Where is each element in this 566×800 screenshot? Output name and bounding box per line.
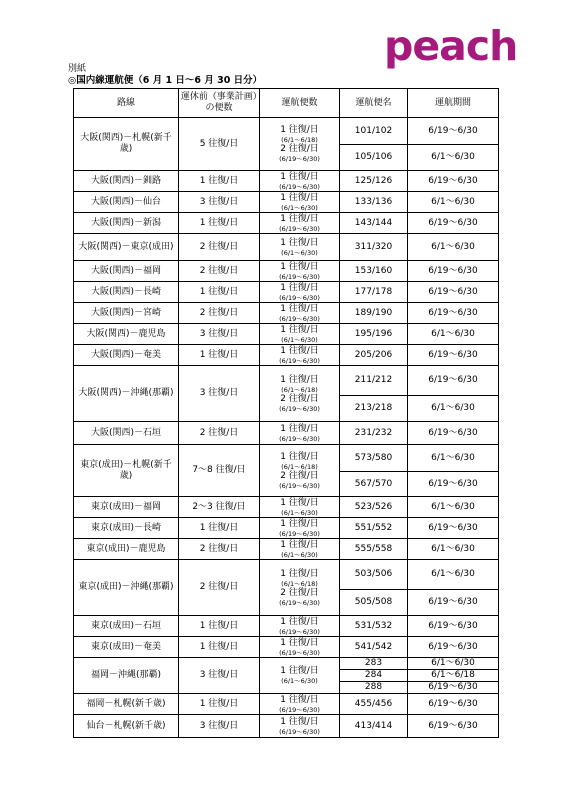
period-cell: 6/1～6/30 [408, 324, 499, 345]
period-cell: 6/1～6/30 [408, 497, 499, 518]
flight-number-cell: 567/570 [340, 472, 408, 497]
ops-date-range: (6/1～6/18) [281, 579, 318, 588]
ops-cell [260, 324, 340, 345]
ops-count: 1 往復/日 [280, 616, 319, 627]
ops-cell [260, 694, 340, 715]
plan-cell: 1 往復/日 [179, 637, 260, 658]
ops-count: 1 往復/日 [280, 568, 319, 579]
flight-number-cell: 133/136 [340, 192, 408, 213]
period-cell: 6/19～6/30 [408, 616, 499, 637]
header-period: 運航期間 [408, 89, 499, 118]
table-row [74, 518, 499, 539]
plan-cell: 2 往復/日 [179, 234, 260, 261]
ops-date-range: (6/1～6/30) [281, 335, 318, 344]
ops-count: 1 往復/日 [280, 423, 319, 434]
ops-cell [260, 422, 340, 445]
ops-date-range: (6/19～6/30) [279, 705, 320, 714]
ops-cell [260, 234, 340, 261]
ops-count: 1 往復/日 [280, 497, 319, 508]
route-cell: 東京(成田)－長崎 [74, 518, 179, 539]
ops-cell [260, 303, 340, 324]
ops-cell [260, 213, 340, 234]
period-cell: 6/1～6/30 [408, 658, 499, 670]
plan-cell: 2 往復/日 [179, 422, 260, 445]
plan-cell: 3 往復/日 [179, 366, 260, 422]
plan-cell: 2 往復/日 [179, 560, 260, 616]
flight-number-cell: 153/160 [340, 261, 408, 282]
ops-date-range: (6/1～6/30) [281, 550, 318, 559]
ops-date-range: (6/1～6/18) [281, 136, 318, 144]
table-body [74, 118, 499, 738]
route-cell: 仙台－札幌(新千歳) [74, 715, 179, 738]
ops-cell [260, 192, 340, 213]
flight-number-cell: 213/218 [340, 396, 408, 422]
ops-date-range: (6/19～6/30) [279, 224, 320, 233]
period-cell: 6/1～6/30 [408, 539, 499, 560]
section-title: ◎国内線運航便（6 月 1 日～6 月 30 日分） [68, 75, 263, 86]
flight-number-cell: 541/542 [340, 637, 408, 658]
route-cell: 福岡－札幌(新千歳) [74, 694, 179, 715]
table-row [74, 192, 499, 213]
plan-cell: 1 往復/日 [179, 694, 260, 715]
period-cell: 6/19～6/30 [408, 345, 499, 366]
period-cell: 6/1～6/30 [408, 560, 499, 590]
period-cell: 6/19～6/30 [408, 303, 499, 324]
ops-cell [260, 261, 340, 282]
period-cell: 6/19～6/30 [408, 366, 499, 396]
ops-cell [260, 366, 340, 422]
plan-cell: 1 往復/日 [179, 518, 260, 539]
ops-count: 1 往復/日 [280, 518, 319, 529]
period-cell: 6/19～6/30 [408, 282, 499, 303]
table-row [74, 118, 499, 145]
table-row [74, 715, 499, 738]
route-cell: 大阪(関西)－宮崎 [74, 303, 179, 324]
flight-number-cell: 555/558 [340, 539, 408, 560]
ops-count: 1 往復/日 [280, 539, 319, 550]
period-cell: 6/1～6/30 [408, 396, 499, 422]
plan-cell: 3 往復/日 [179, 658, 260, 694]
route-cell: 大阪(関西)－東京(成田) [74, 234, 179, 261]
flight-number-cell: 195/196 [340, 324, 408, 345]
header-plan: 運休前（事業計画）の便数 [179, 89, 260, 118]
period-cell: 6/19～6/30 [408, 637, 499, 658]
ops-count: 1 往復/日 [280, 282, 319, 293]
period-cell: 6/1～6/30 [408, 192, 499, 213]
ops-count: 1 往復/日 [280, 237, 319, 248]
table-row [74, 213, 499, 234]
flight-number-cell: 531/532 [340, 616, 408, 637]
ops-date-range: (6/19～6/30) [279, 356, 320, 365]
header-ops: 運航便数 [260, 89, 340, 118]
ops-cell [260, 497, 340, 518]
route-cell: 東京(成田)－石垣 [74, 616, 179, 637]
flight-number-cell: 143/144 [340, 213, 408, 234]
header-route: 路線 [74, 89, 179, 118]
flight-number-cell: 231/232 [340, 422, 408, 445]
route-cell: 大阪(関西)－福岡 [74, 261, 179, 282]
period-cell: 6/19～6/30 [408, 261, 499, 282]
ops-cell [260, 445, 340, 497]
ops-count: 1 往復/日 [280, 213, 319, 224]
plan-cell: 1 往復/日 [179, 345, 260, 366]
ops-cell [260, 616, 340, 637]
table-row [74, 345, 499, 366]
flight-number-cell: 101/102 [340, 118, 408, 145]
ops-count: 1 往復/日 [280, 694, 319, 705]
header-flight: 運航便名 [340, 89, 408, 118]
plan-cell: 2～3 往復/日 [179, 497, 260, 518]
ops-date-range: (6/19～6/30) [279, 727, 320, 736]
period-cell: 6/19～6/30 [408, 590, 499, 616]
table-row [74, 234, 499, 261]
route-cell: 東京(成田)－奄美 [74, 637, 179, 658]
route-cell: 大阪(関西)－石垣 [74, 422, 179, 445]
attachment-label: 別紙 [68, 64, 87, 74]
plan-cell: 3 往復/日 [179, 715, 260, 738]
ops-cell [260, 658, 340, 694]
period-cell: 6/1～6/30 [408, 234, 499, 261]
flight-number-cell: 125/126 [340, 171, 408, 192]
flight-number-cell: 311/320 [340, 234, 408, 261]
ops-count: 1 往復/日 [280, 716, 319, 727]
route-cell: 大阪(関西)－長崎 [74, 282, 179, 303]
period-cell: 6/1～6/18 [408, 670, 499, 682]
ops-count: 1 往復/日 [280, 637, 319, 648]
ops-date-range: (6/19～6/30) [279, 529, 320, 538]
ops-date-range: (6/1～6/30) [281, 508, 318, 517]
route-cell: 大阪(関西)－札幌(新千歳) [74, 118, 179, 171]
table-row [74, 560, 499, 590]
flight-number-cell: 413/414 [340, 715, 408, 738]
table-row [74, 445, 499, 472]
flight-number-cell: 503/506 [340, 560, 408, 590]
ops-date-range: (6/19～6/30) [279, 627, 320, 636]
ops-count: 1 往復/日 [280, 345, 319, 356]
period-cell: 6/19～6/30 [408, 715, 499, 738]
flight-number-cell: 284 [340, 670, 408, 682]
table-row [74, 324, 499, 345]
flight-number-cell: 523/526 [340, 497, 408, 518]
table-row [74, 303, 499, 324]
period-cell: 6/1～6/30 [408, 445, 499, 472]
route-cell: 福岡－沖縄(那覇) [74, 658, 179, 694]
ops-cell [260, 345, 340, 366]
route-cell: 大阪(関西)－沖縄(那覇) [74, 366, 179, 422]
ops-count: 1 往復/日 [280, 125, 319, 135]
ops-date-range: (6/19～6/30) [279, 404, 320, 413]
plan-cell: 3 往復/日 [179, 324, 260, 345]
ops-count: 1 往復/日 [280, 374, 319, 385]
ops-date-range: (6/1～6/18) [281, 462, 318, 471]
ops-count: 2 往復/日 [280, 470, 319, 481]
plan-cell: 2 往復/日 [179, 261, 260, 282]
table-header-row [74, 89, 499, 118]
ops-date-range: (6/19～6/30) [279, 314, 320, 323]
period-cell: 6/19～6/30 [408, 694, 499, 715]
period-cell: 6/19～6/30 [408, 472, 499, 497]
table-row [74, 658, 499, 670]
ops-cell [260, 518, 340, 539]
ops-date-range: (6/19～6/30) [279, 648, 320, 657]
ops-date-range: (6/19～6/30) [279, 155, 320, 163]
plan-cell: 7～8 往復/日 [179, 445, 260, 497]
ops-date-range: (6/1～6/18) [281, 385, 318, 394]
ops-count: 1 往復/日 [280, 303, 319, 314]
ops-count: 2 往復/日 [280, 393, 319, 404]
plan-cell: 2 往復/日 [179, 303, 260, 324]
flight-number-cell: 551/552 [340, 518, 408, 539]
route-cell: 東京(成田)－札幌(新千歳) [74, 445, 179, 497]
flight-number-cell: 189/190 [340, 303, 408, 324]
ops-cell [260, 637, 340, 658]
ops-cell [260, 539, 340, 560]
period-cell: 6/19～6/30 [408, 171, 499, 192]
ops-count: 1 往復/日 [280, 261, 319, 272]
plan-cell: 1 往復/日 [179, 213, 260, 234]
ops-count: 1 往復/日 [280, 324, 319, 335]
ops-date-range: (6/19～6/30) [279, 182, 320, 191]
plan-cell: 1 往復/日 [179, 616, 260, 637]
route-cell: 大阪(関西)－仙台 [74, 192, 179, 213]
plan-cell: 2 往復/日 [179, 539, 260, 560]
flight-number-cell: 177/178 [340, 282, 408, 303]
ops-cell [260, 118, 340, 171]
ops-date-range: (6/1～6/30) [281, 248, 318, 257]
ops-count: 1 往復/日 [280, 192, 319, 203]
ops-date-range: (6/19～6/30) [279, 272, 320, 281]
route-cell: 東京(成田)－福岡 [74, 497, 179, 518]
table-row [74, 616, 499, 637]
flight-number-cell: 283 [340, 658, 408, 670]
route-cell: 東京(成田)－沖縄(那覇) [74, 560, 179, 616]
ops-cell [260, 171, 340, 192]
ops-date-range: (6/19～6/30) [279, 598, 320, 607]
ops-date-range: (6/19～6/30) [279, 434, 320, 443]
ops-cell [260, 715, 340, 738]
flight-number-cell: 455/456 [340, 694, 408, 715]
route-cell: 大阪(関西)－釧路 [74, 171, 179, 192]
ops-date-range: (6/1～6/30) [281, 677, 318, 685]
ops-count: 1 往復/日 [280, 666, 319, 676]
ops-count: 2 往復/日 [280, 144, 319, 154]
flight-number-cell: 573/580 [340, 445, 408, 472]
period-cell: 6/19～6/30 [408, 422, 499, 445]
route-cell: 大阪(関西)－奄美 [74, 345, 179, 366]
plan-cell: 5 往復/日 [179, 118, 260, 171]
table-row [74, 171, 499, 192]
ops-cell [260, 282, 340, 303]
period-cell: 6/19～6/30 [408, 213, 499, 234]
flight-number-cell: 105/106 [340, 145, 408, 171]
ops-count: 1 往復/日 [280, 171, 319, 182]
peach-logo: peach [384, 22, 518, 70]
table-row [74, 637, 499, 658]
flight-number-cell: 211/212 [340, 366, 408, 396]
period-cell: 6/19～6/30 [408, 682, 499, 694]
table-row [74, 282, 499, 303]
ops-cell [260, 560, 340, 616]
ops-date-range: (6/1～6/30) [281, 203, 318, 212]
plan-cell: 1 往復/日 [179, 171, 260, 192]
table-row [74, 261, 499, 282]
ops-count: 2 往復/日 [280, 587, 319, 598]
flight-number-cell: 205/206 [340, 345, 408, 366]
table-row [74, 366, 499, 396]
flight-number-cell: 505/508 [340, 590, 408, 616]
table-row [74, 539, 499, 560]
period-cell: 6/19～6/30 [408, 518, 499, 539]
route-cell: 東京(成田)－鹿児島 [74, 539, 179, 560]
period-cell: 6/1～6/30 [408, 145, 499, 171]
plan-cell: 1 往復/日 [179, 282, 260, 303]
plan-cell: 3 往復/日 [179, 192, 260, 213]
domestic-flights-table [73, 88, 499, 738]
ops-count: 1 往復/日 [280, 451, 319, 462]
route-cell: 大阪(関西)－新潟 [74, 213, 179, 234]
ops-date-range: (6/19～6/30) [279, 481, 320, 490]
table-row [74, 497, 499, 518]
route-cell: 大阪(関西)－鹿児島 [74, 324, 179, 345]
ops-date-range: (6/19～6/30) [279, 293, 320, 302]
table-row [74, 694, 499, 715]
table-row [74, 422, 499, 445]
period-cell: 6/19～6/30 [408, 118, 499, 145]
flight-number-cell: 288 [340, 682, 408, 694]
